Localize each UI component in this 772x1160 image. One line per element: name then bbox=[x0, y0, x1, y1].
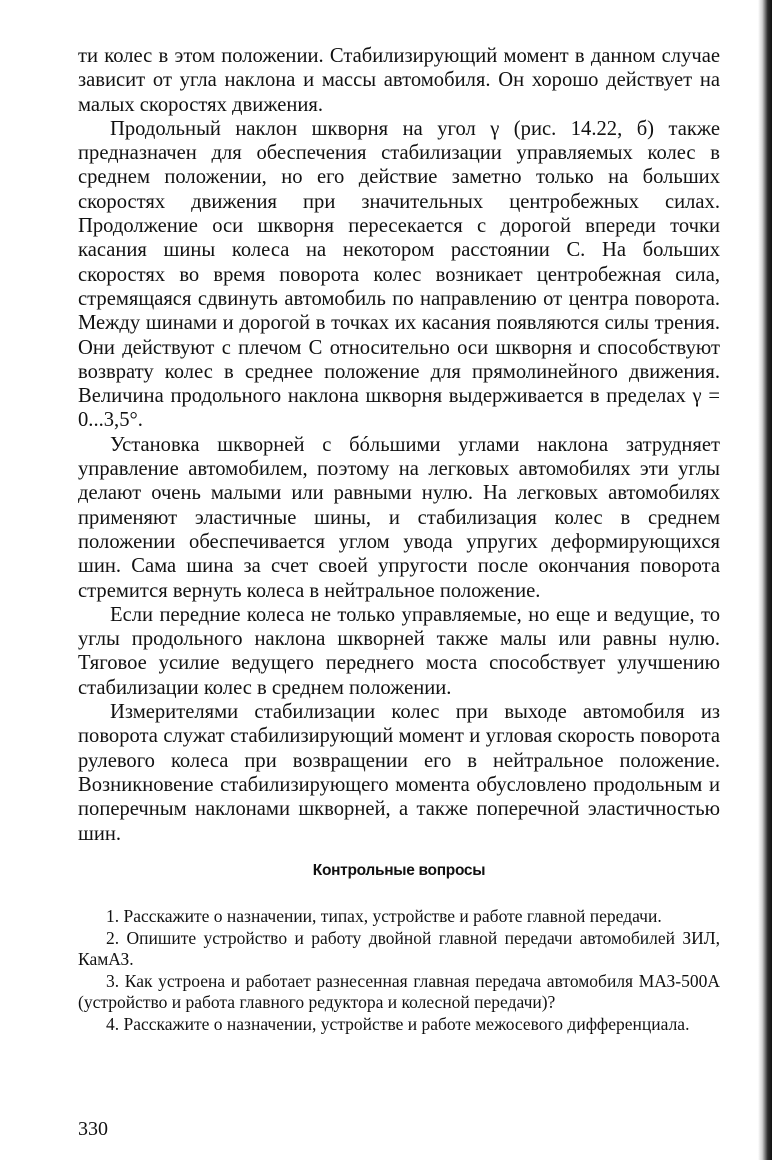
question-item: 1. Расскажите о назначении, типах, устройстве и работе главной передачи. bbox=[106, 906, 662, 926]
scan-edge bbox=[758, 0, 772, 1160]
questions-list bbox=[78, 906, 720, 1035]
question-item: 3. Как устроена и работает разнесенная главная передача автомобиля МАЗ-500А (устройство и работа главного редуктора и колесной передачи)? bbox=[78, 970, 720, 1012]
paragraph-front-wheels: Если передние колеса не только управляемые, но еще и ведущие, то углы продольного наклона шкворней также малы или равны нулю. Тяговое усилие ведущего переднего моста способствует улучшению стабилизации колес в среднем положении. bbox=[78, 603, 720, 699]
page-number: 330 bbox=[78, 1118, 108, 1140]
paragraph-kingpin-installation: Установка шкворней с бóльшими углами наклона затрудняет управление автомобилем, поэтому на легковых автомобилях эти углы делают очень малыми или равными нулю. На легковых автомобилях применяют эластичные шины, и стабилизация колес в среднем положении обеспечивается углом увода упругих деформирующихся шин. Сама шина за счет своей упругости после окончания поворота стремится вернуть колеса в нейтральное положение. bbox=[78, 433, 720, 602]
question-item: 4. Расскажите о назначении, устройстве и работе межосевого дифференциала. bbox=[106, 1013, 690, 1034]
section-heading: Контрольные вопросы bbox=[312, 862, 486, 879]
paragraph-stabilization-measures: Измерителями стабилизации колес при выходе автомобиля из поворота служат стабилизирующий момент и угловая скорость поворота рулевого колеса при возвращении его в нейтральное положение. Возникновение стабилизирующего момента обусловлено продольным и поперечным наклонами шкворней, а также поперечной эластичностью шин. bbox=[78, 701, 720, 845]
paragraph-continued: ти колес в этом положении. Стабилизирующий момент в данном случае зависит от угла наклона и массы автомобиля. Он хорошо действует на малых скоростях движения. bbox=[78, 45, 720, 116]
book-page bbox=[78, 44, 720, 1140]
question-item: 2. Опишите устройство и работу двойной главной передачи автомобилей ЗИЛ, КамАЗ. bbox=[78, 927, 720, 969]
paragraph-longitudinal-tilt: Продольный наклон шкворня на угол γ (рис. 14.22, б) также предназначен для обеспечения стабилизации управляемых колес в среднем положении, но его действие заметно только на больших скоростях движения при значительных центробежных силах. Продолжение оси шкворня пересекается с дорогой впереди точки касания шины колеса на некотором расстоянии C. На больших скоростях во время поворота колес возникает центробежная сила, стремящаяся сдвинуть автомобиль по направлению от центра поворота. Между шинами и дорогой в точках их касания появляются силы трения. Они действуют с плечом C относительно оси шкворня и способствуют возврату колес в среднее положение для прямолинейного движения. Величина продольного наклона шкворня выдерживается в пределах γ = 0...3,5°. bbox=[78, 117, 720, 432]
